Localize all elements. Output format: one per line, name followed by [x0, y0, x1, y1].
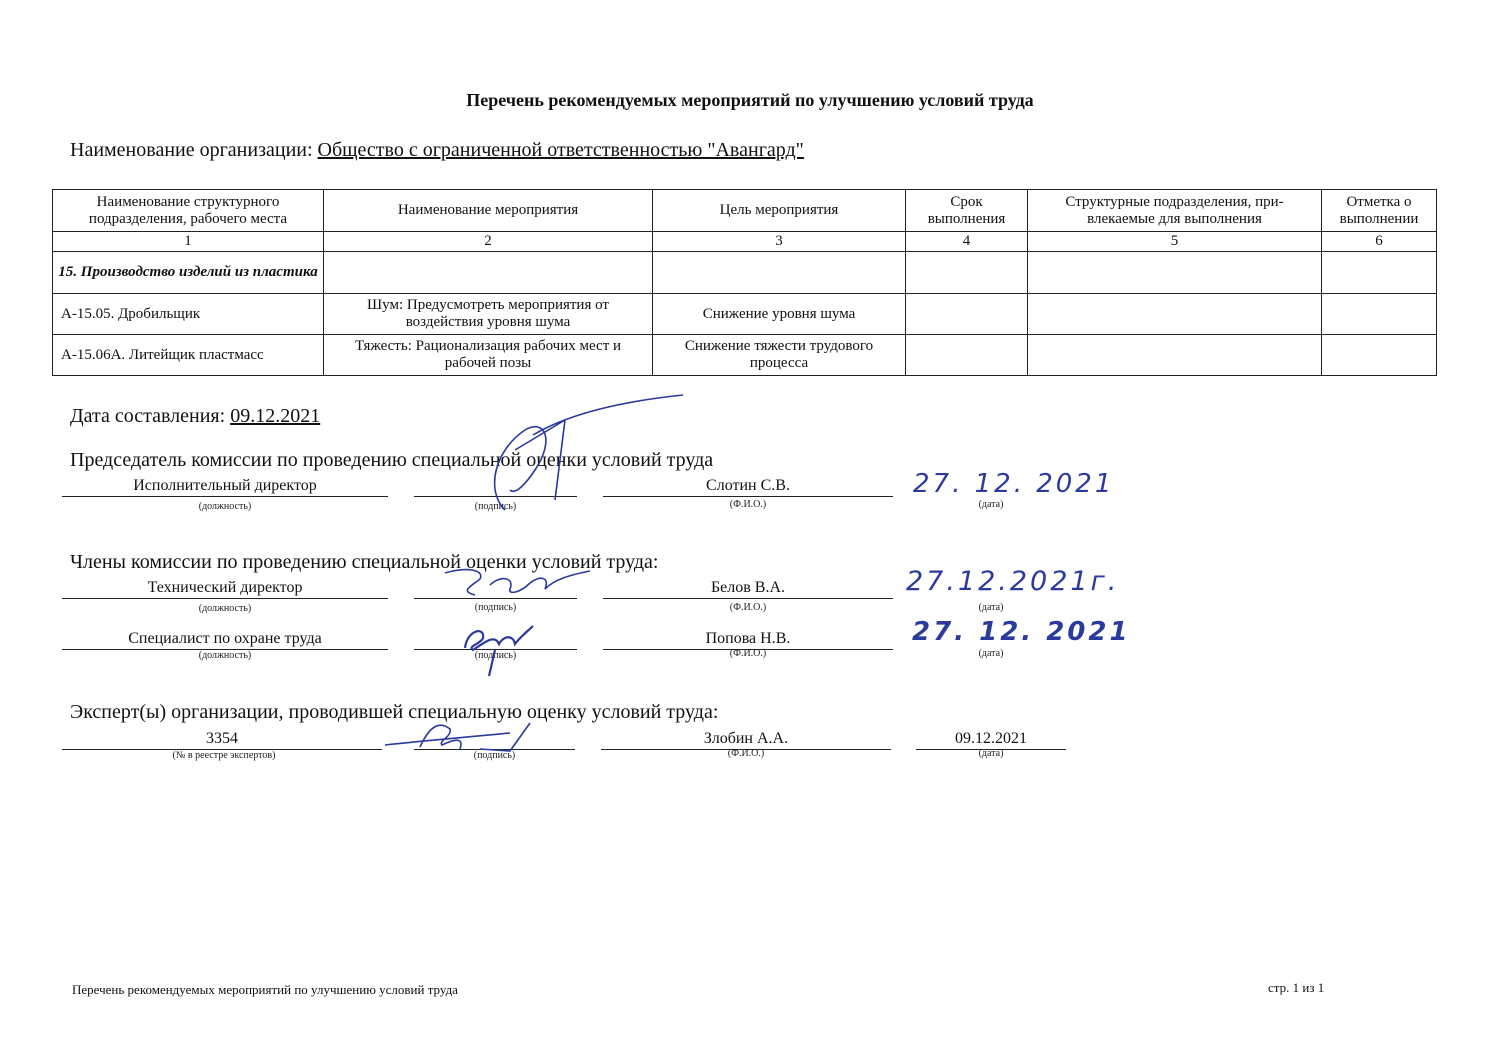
measures-table	[52, 189, 1437, 376]
row-place: А-15.05. Дробильщик	[53, 294, 324, 335]
compiled-label: Дата составления:	[70, 405, 226, 427]
member-position: Технический директор	[62, 577, 388, 599]
section-title: 15. Производство изделий из пластика	[53, 252, 324, 294]
member-handwritten-date: 27. 12. 2021	[912, 617, 1131, 647]
chairman-signature-icon	[455, 390, 695, 520]
member-handwritten-date: 27.12.2021г.	[906, 566, 1120, 597]
table-row	[53, 335, 1437, 376]
member-signature-icon	[455, 620, 545, 680]
page-number: стр. 1 из 1	[1268, 980, 1325, 995]
expert-date: 09.12.2021	[916, 728, 1066, 750]
header-mark: Отметка о выполнении	[1322, 190, 1437, 232]
expert-heading: Эксперт(ы) организации, проводившей специальную оценку условий труда:	[70, 701, 719, 723]
col-number: 1	[53, 232, 324, 252]
caption-fio: (Ф.И.О.)	[729, 499, 767, 510]
members-heading: Члены комиссии по проведению специальной оценки условий труда:	[70, 551, 659, 573]
expert-name: Злобин А.А.	[601, 728, 891, 750]
caption-signature: (подпись)	[473, 750, 516, 761]
caption-fio: (Ф.И.О.)	[729, 648, 767, 659]
caption-signature: (подпись)	[474, 501, 517, 512]
table-row	[53, 294, 1437, 335]
col-number: 5	[1028, 232, 1322, 252]
chairman-position: Исполнительный директор	[62, 475, 388, 497]
chairman-handwritten-date: 27. 12. 2021	[913, 469, 1115, 499]
empty-cell	[906, 252, 1028, 294]
member-name: Белов В.А.	[603, 577, 893, 599]
row-mark	[1322, 294, 1437, 335]
expert-registry-number: 3354	[62, 728, 382, 750]
row-term	[906, 335, 1028, 376]
caption-signature: (подпись)	[474, 650, 517, 661]
col-number: 4	[906, 232, 1028, 252]
member-name: Попова Н.В.	[603, 628, 893, 650]
header-place: Наименование структурного подразделения, рабочего места	[53, 190, 324, 232]
member-signature-icon	[440, 565, 610, 605]
empty-cell	[324, 252, 653, 294]
document-title: Перечень рекомендуемых мероприятий по улучшению условий труда	[466, 90, 1034, 110]
caption-position: (должность)	[198, 501, 252, 512]
organization-name: Общество с ограниченной ответственностью "Авангард"	[317, 139, 804, 161]
empty-cell	[1028, 252, 1322, 294]
footer-title: Перечень рекомендуемых мероприятий по улучшению условий труда	[72, 982, 458, 997]
row-goal: Снижение тяжести трудового процесса	[653, 335, 906, 376]
member-position: Специалист по охране труда	[62, 628, 388, 650]
row-place: А-15.06А. Литейщик пластмасс	[53, 335, 324, 376]
caption-date: (дата)	[978, 648, 1004, 659]
chairman-name: Слотин С.В.	[603, 475, 893, 497]
caption-date: (дата)	[978, 499, 1004, 510]
compiled-date-line	[70, 405, 326, 428]
row-measure: Шум: Предусмотреть мероприятия от воздействия уровня шума	[324, 294, 653, 335]
row-measure: Тяжесть: Рационализация рабочих мест и рабочей позы	[324, 335, 653, 376]
row-units	[1028, 335, 1322, 376]
caption-date: (дата)	[978, 748, 1004, 759]
caption-registry: (№ в реестре экспертов)	[172, 750, 276, 761]
caption-position: (должность)	[198, 603, 252, 614]
caption-signature: (подпись)	[474, 602, 517, 613]
expert-signature-icon	[380, 715, 560, 760]
compiled-date: 09.12.2021	[230, 405, 321, 427]
row-units	[1028, 294, 1322, 335]
header-term: Срок выполнения	[906, 190, 1028, 232]
table-header-row	[53, 190, 1437, 232]
col-number: 3	[653, 232, 906, 252]
row-goal: Снижение уровня шума	[653, 294, 906, 335]
col-number: 6	[1322, 232, 1437, 252]
header-measure: Наименование мероприятия	[324, 190, 653, 232]
section-row	[53, 252, 1437, 294]
caption-date: (дата)	[978, 602, 1004, 613]
caption-fio: (Ф.И.О.)	[729, 602, 767, 613]
caption-position: (должность)	[198, 650, 252, 661]
header-goal: Цель мероприятия	[653, 190, 906, 232]
row-mark	[1322, 335, 1437, 376]
empty-cell	[1322, 252, 1437, 294]
caption-fio: (Ф.И.О.)	[727, 748, 765, 759]
chairman-heading: Председатель комиссии по проведению специальной оценки условий труда	[70, 449, 714, 471]
row-term	[906, 294, 1028, 335]
table-number-row	[53, 232, 1437, 252]
organization-line	[70, 139, 812, 162]
empty-cell	[653, 252, 906, 294]
organization-label: Наименование организации:	[70, 139, 313, 161]
header-units: Структурные подразделения, при-влекаемые для выполнения	[1028, 190, 1322, 232]
col-number: 2	[324, 232, 653, 252]
